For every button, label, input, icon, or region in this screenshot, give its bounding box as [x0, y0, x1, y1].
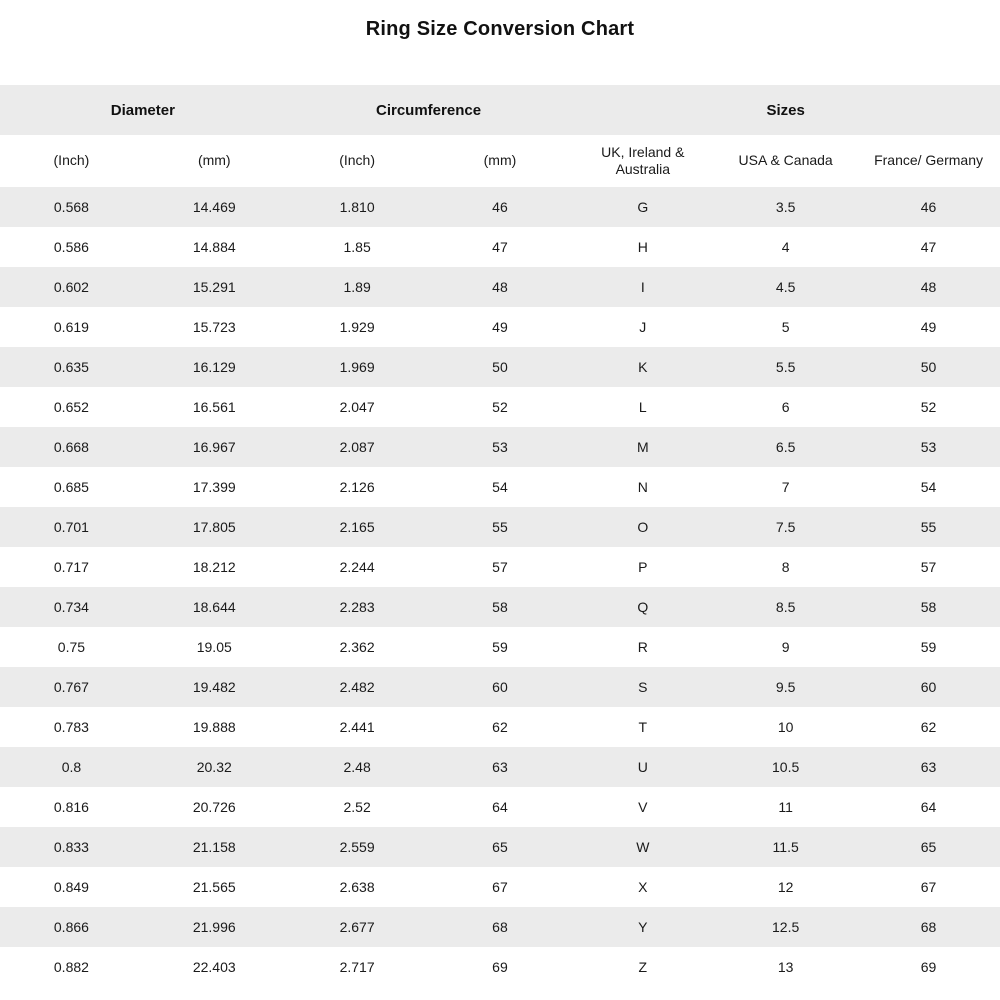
cell-circumference-inch: 2.165	[339, 519, 375, 535]
cell-uk-ireland-australia: L	[638, 399, 647, 415]
table-row	[0, 267, 1000, 307]
cell-usa-canada: 7.5	[775, 519, 796, 535]
cell-circumference-mm: 69	[492, 959, 508, 975]
cell-diameter-inch: 0.783	[53, 719, 89, 735]
cell-uk-ireland-australia: P	[638, 559, 648, 575]
group-header-row	[0, 85, 1000, 135]
cell-diameter-mm: 22.403	[192, 959, 236, 975]
cell-france-germany: 58	[920, 599, 937, 615]
cell-usa-canada: 8.5	[775, 599, 796, 615]
cell-circumference-inch: 2.677	[339, 919, 375, 935]
cell-diameter-mm: 21.996	[192, 919, 236, 935]
cell-uk-ireland-australia: T	[638, 719, 648, 735]
cell-circumference-mm: 49	[492, 319, 508, 335]
cell-diameter-mm: 19.05	[196, 639, 232, 655]
cell-circumference-inch: 1.89	[343, 279, 371, 295]
cell-usa-canada: 3.5	[775, 199, 796, 215]
cell-usa-canada: 12	[777, 879, 794, 895]
cell-diameter-mm: 20.32	[196, 759, 232, 775]
cell-diameter-inch: 0.652	[53, 399, 89, 415]
cell-diameter-mm: 17.399	[192, 479, 236, 495]
cell-circumference-mm: 46	[492, 199, 508, 215]
cell-diameter-inch: 0.717	[53, 559, 89, 575]
cell-uk-ireland-australia: Y	[638, 919, 648, 935]
table-row	[0, 227, 1000, 267]
table-row	[0, 387, 1000, 427]
cell-uk-ireland-australia: K	[638, 359, 648, 375]
cell-diameter-mm: 17.805	[192, 519, 236, 535]
cell-uk-ireland-australia: W	[636, 839, 650, 855]
cell-circumference-mm: 62	[492, 719, 508, 735]
cell-france-germany: 64	[920, 799, 937, 815]
column-header-diameter-mm: (mm)	[143, 135, 286, 187]
cell-circumference-inch: 2.126	[339, 479, 375, 495]
table-row	[0, 307, 1000, 347]
cell-usa-canada: 9.5	[775, 679, 796, 695]
cell-circumference-mm: 47	[492, 239, 508, 255]
cell-circumference-inch: 2.559	[339, 839, 375, 855]
cell-circumference-inch: 1.969	[339, 359, 375, 375]
table-row	[0, 627, 1000, 667]
cell-circumference-mm: 57	[492, 559, 508, 575]
cell-diameter-inch: 0.767	[53, 679, 89, 695]
cell-uk-ireland-australia: M	[636, 439, 649, 455]
cell-usa-canada: 11.5	[772, 839, 799, 855]
table-row	[0, 867, 1000, 907]
cell-circumference-inch: 2.283	[339, 599, 375, 615]
cell-circumference-inch: 2.482	[339, 679, 375, 695]
table-row	[0, 427, 1000, 467]
cell-circumference-inch: 2.638	[339, 879, 375, 895]
table-row	[0, 187, 1000, 227]
cell-uk-ireland-australia: V	[638, 799, 648, 815]
cell-circumference-inch: 2.717	[339, 959, 375, 975]
cell-circumference-inch: 2.087	[339, 439, 375, 455]
cell-uk-ireland-australia: I	[640, 279, 645, 295]
cell-france-germany: 48	[920, 279, 937, 295]
cell-circumference-mm: 59	[492, 639, 508, 655]
cell-diameter-mm: 21.565	[192, 879, 236, 895]
cell-france-germany: 49	[920, 319, 937, 335]
cell-diameter-mm: 14.469	[192, 199, 236, 215]
cell-diameter-inch: 0.833	[53, 839, 89, 855]
cell-usa-canada: 13	[777, 959, 794, 975]
cell-diameter-mm: 15.723	[192, 319, 236, 335]
cell-diameter-inch: 0.685	[53, 479, 89, 495]
cell-uk-ireland-australia: O	[637, 519, 649, 535]
column-header-diameter-inch: (Inch)	[0, 135, 143, 187]
cell-uk-ireland-australia: H	[637, 239, 648, 255]
cell-france-germany: 65	[920, 839, 937, 855]
cell-diameter-mm: 19.482	[192, 679, 236, 695]
cell-uk-ireland-australia: R	[637, 639, 648, 655]
cell-circumference-mm: 65	[492, 839, 508, 855]
table-row	[0, 587, 1000, 627]
cell-france-germany: 52	[920, 399, 937, 415]
cell-diameter-inch: 0.635	[53, 359, 89, 375]
cell-diameter-mm: 18.212	[192, 559, 236, 575]
cell-circumference-mm: 58	[492, 599, 508, 615]
cell-france-germany: 59	[920, 639, 937, 655]
cell-diameter-mm: 20.726	[192, 799, 236, 815]
cell-diameter-inch: 0.668	[53, 439, 89, 455]
cell-usa-canada: 10	[777, 719, 794, 735]
column-header-circumference-inch: (Inch)	[286, 135, 429, 187]
cell-uk-ireland-australia: S	[638, 679, 648, 695]
cell-usa-canada: 10.5	[772, 759, 800, 775]
cell-circumference-mm: 54	[492, 479, 508, 495]
cell-uk-ireland-australia: N	[637, 479, 648, 495]
column-header-circumference-mm: (mm)	[429, 135, 572, 187]
cell-france-germany: 60	[920, 679, 937, 695]
cell-circumference-inch: 2.48	[343, 759, 371, 775]
cell-circumference-mm: 50	[492, 359, 508, 375]
cell-diameter-mm: 16.967	[192, 439, 236, 455]
cell-circumference-inch: 2.52	[343, 799, 371, 815]
cell-diameter-mm: 15.291	[192, 279, 236, 295]
column-header-usa-canada: USA & Canada	[714, 135, 857, 187]
cell-france-germany: 57	[920, 559, 937, 575]
cell-usa-canada: 8	[781, 559, 790, 575]
cell-circumference-inch: 1.929	[339, 319, 375, 335]
cell-circumference-inch: 2.047	[339, 399, 375, 415]
cell-france-germany: 50	[920, 359, 937, 375]
cell-france-germany: 53	[920, 439, 937, 455]
cell-diameter-inch: 0.734	[53, 599, 89, 615]
table-row	[0, 907, 1000, 947]
cell-circumference-mm: 60	[492, 679, 508, 695]
cell-france-germany: 68	[920, 919, 937, 935]
table-row	[0, 787, 1000, 827]
cell-uk-ireland-australia: U	[637, 759, 648, 775]
cell-circumference-mm: 48	[492, 279, 508, 295]
cell-diameter-inch: 0.8	[61, 759, 82, 775]
cell-uk-ireland-australia: Q	[637, 599, 649, 615]
cell-diameter-inch: 0.849	[53, 879, 89, 895]
cell-circumference-inch: 2.362	[339, 639, 375, 655]
cell-circumference-inch: 2.244	[339, 559, 375, 575]
table-row	[0, 667, 1000, 707]
cell-usa-canada: 4	[781, 239, 790, 255]
cell-france-germany: 55	[920, 519, 937, 535]
cell-usa-canada: 6	[781, 399, 790, 415]
cell-france-germany: 63	[920, 759, 937, 775]
cell-circumference-mm: 55	[492, 519, 508, 535]
group-header-circumference: Circumference	[286, 85, 572, 135]
cell-usa-canada: 11	[778, 799, 793, 815]
table-body	[0, 187, 1000, 987]
cell-uk-ireland-australia: Z	[638, 959, 648, 975]
table-row	[0, 747, 1000, 787]
cell-france-germany: 54	[920, 479, 937, 495]
cell-usa-canada: 12.5	[772, 919, 800, 935]
table-row	[0, 347, 1000, 387]
ring-size-conversion-table	[0, 85, 1000, 987]
cell-uk-ireland-australia: X	[638, 879, 648, 895]
cell-usa-canada: 5	[781, 319, 790, 335]
table-header	[0, 85, 1000, 187]
cell-diameter-inch: 0.866	[53, 919, 89, 935]
cell-diameter-mm: 16.561	[192, 399, 236, 415]
cell-diameter-inch: 0.619	[53, 319, 89, 335]
table-row	[0, 467, 1000, 507]
table-row	[0, 947, 1000, 987]
cell-diameter-mm: 21.158	[192, 839, 236, 855]
page-title: Ring Size Conversion Chart	[365, 18, 635, 40]
cell-diameter-inch: 0.882	[53, 959, 89, 975]
cell-france-germany: 47	[920, 239, 937, 255]
cell-circumference-mm: 64	[492, 799, 508, 815]
table-row	[0, 547, 1000, 587]
cell-diameter-inch: 0.586	[53, 239, 89, 255]
cell-diameter-inch: 0.701	[53, 519, 89, 535]
cell-circumference-inch: 1.85	[343, 239, 371, 255]
cell-uk-ireland-australia: J	[639, 319, 647, 335]
cell-diameter-mm: 19.888	[192, 719, 236, 735]
cell-circumference-mm: 68	[492, 919, 508, 935]
cell-circumference-mm: 63	[492, 759, 508, 775]
column-header-france-germany: France/ Germany	[857, 135, 1000, 187]
table-row	[0, 507, 1000, 547]
column-header-uk-ireland-australia: UK, Ireland & Australia	[571, 135, 714, 187]
table-row	[0, 827, 1000, 867]
cell-usa-canada: 6.5	[775, 439, 796, 455]
cell-circumference-mm: 53	[492, 439, 508, 455]
cell-usa-canada: 9	[781, 639, 790, 655]
cell-diameter-inch: 0.602	[53, 279, 89, 295]
cell-diameter-inch: 0.75	[57, 639, 86, 655]
cell-usa-canada: 7	[781, 479, 790, 495]
cell-diameter-mm: 16.129	[192, 359, 236, 375]
cell-france-germany: 46	[920, 199, 937, 215]
cell-diameter-inch: 0.568	[53, 199, 89, 215]
cell-circumference-inch: 2.441	[339, 719, 375, 735]
cell-diameter-inch: 0.816	[53, 799, 89, 815]
group-header-diameter: Diameter	[0, 85, 286, 135]
cell-circumference-mm: 67	[492, 879, 508, 895]
cell-diameter-mm: 18.644	[192, 599, 236, 615]
cell-france-germany: 62	[920, 719, 937, 735]
cell-circumference-inch: 1.810	[339, 199, 375, 215]
cell-france-germany: 67	[920, 879, 937, 895]
cell-uk-ireland-australia: G	[637, 199, 649, 215]
cell-circumference-mm: 52	[492, 399, 508, 415]
cell-usa-canada: 5.5	[775, 359, 796, 375]
cell-france-germany: 69	[920, 959, 937, 975]
column-header-row	[0, 135, 1000, 187]
group-header-sizes: Sizes	[571, 85, 1000, 135]
cell-usa-canada: 4.5	[775, 279, 796, 295]
cell-diameter-mm: 14.884	[192, 239, 236, 255]
table-row	[0, 707, 1000, 747]
